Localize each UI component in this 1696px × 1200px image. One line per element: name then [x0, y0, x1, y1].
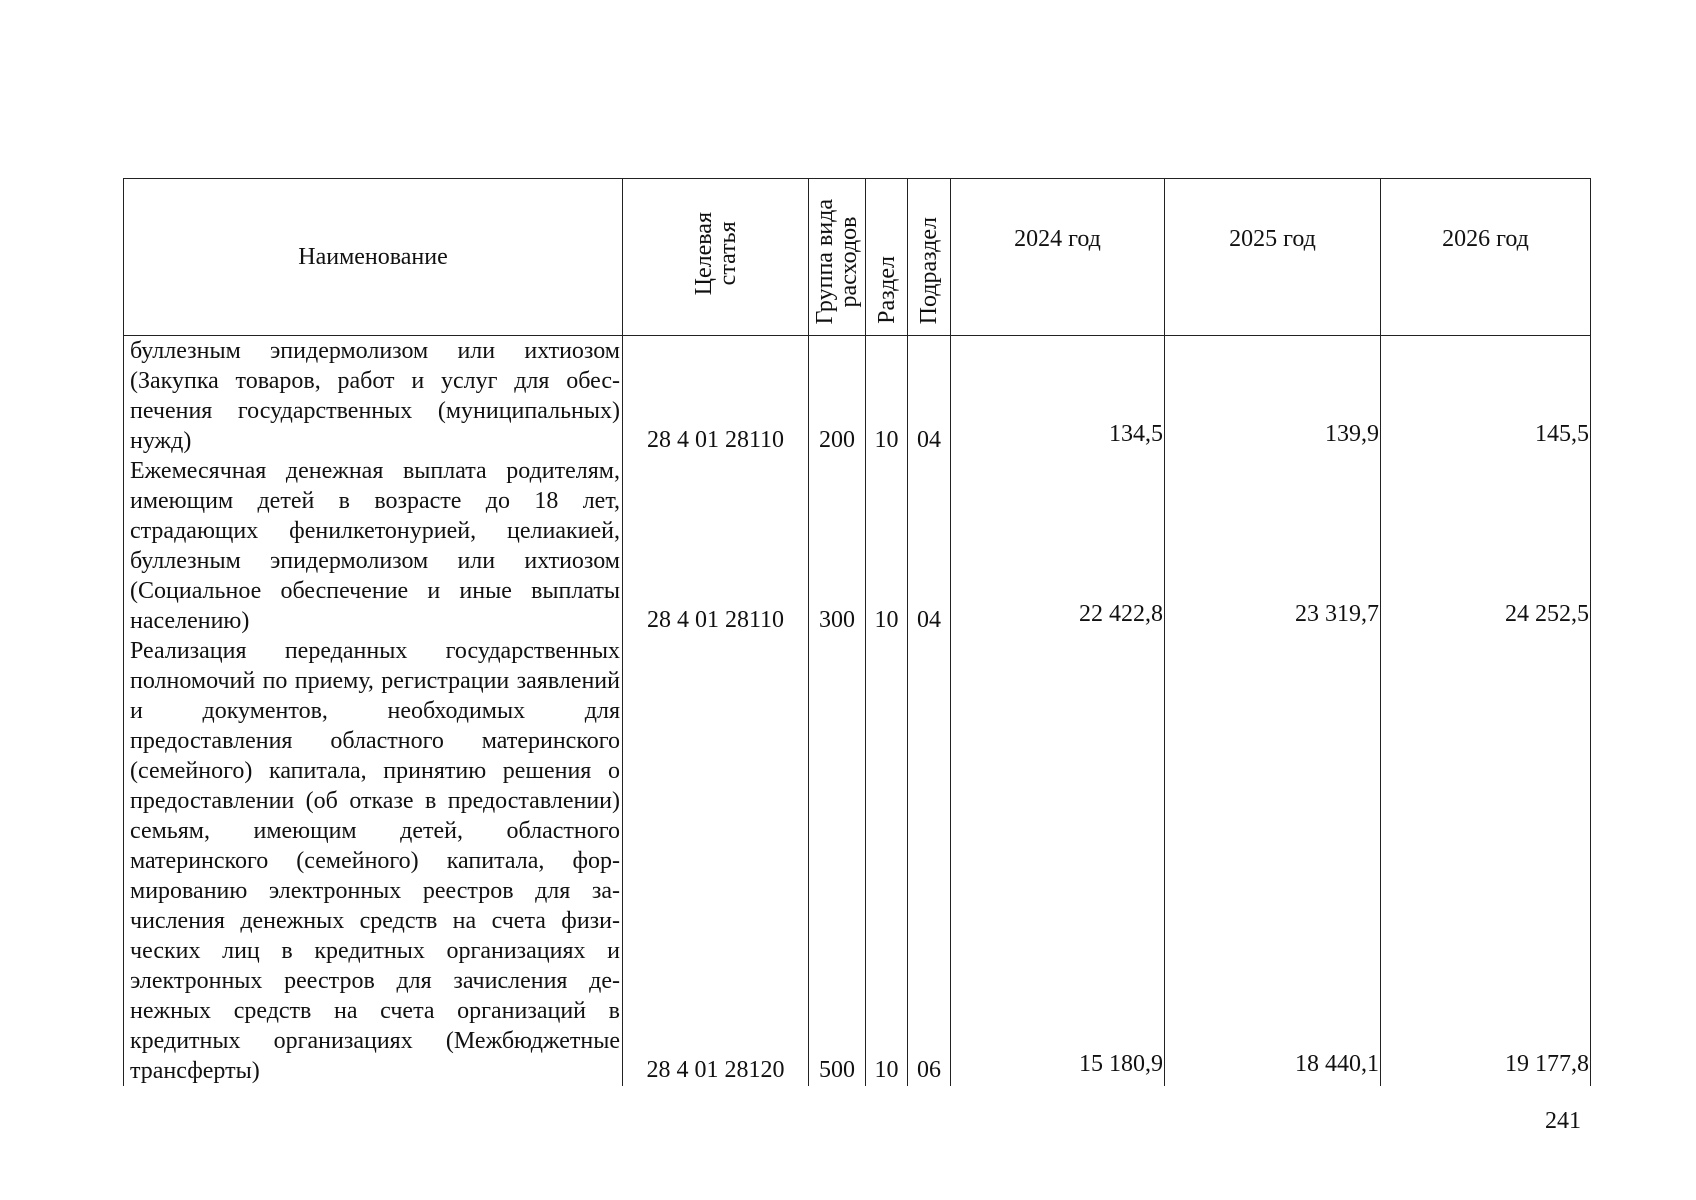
header-year-2024: 2024 год — [951, 179, 1165, 336]
row-target-article: 28 4 01 28120 — [623, 636, 809, 1086]
row-amount-2026: 145,5 — [1381, 336, 1591, 457]
row-amount-2024: 22 422,8 — [951, 456, 1165, 636]
table-row — [124, 636, 1591, 1086]
row-amount-2024: 15 180,9 — [951, 636, 1165, 1086]
header-expense-group: Группа вида расходов — [809, 179, 866, 336]
header-subsection: Подраздел — [908, 179, 951, 336]
row-name: буллезным эпидермолизом или ихтиозом (Закупка товаров, работ и услуг для обеспечения государственных (муниципальных) нужд) — [124, 336, 623, 457]
row-section: 10 — [866, 636, 908, 1086]
table-row — [124, 336, 1591, 457]
header-row — [124, 179, 1591, 336]
row-amount-2025: 23 319,7 — [1165, 456, 1381, 636]
row-subsection: 04 — [908, 336, 951, 457]
row-amount-2024: 134,5 — [951, 336, 1165, 457]
header-year-2025: 2025 год — [1165, 179, 1381, 336]
table-row — [124, 456, 1591, 636]
row-expense-group: 500 — [809, 636, 866, 1086]
row-name: Реализация переданных государственных полномочий по приему, регистрации заявлений и документов, необходимых для предоставления областного материнского (семейного) капитала, принятию решения о предоставлении (об отказе в предоставлении) семьям, имеющим детей, областного материнского (семейного) капитала, формированию электронных реестров для зачисления денежных средств на счета физических лиц в кредитных организациях и электронных реестров для зачисления денежных средств на счета организаций в кредитных организациях (Межбюджетные трансферты) — [124, 636, 623, 1086]
row-amount-2026: 24 252,5 — [1381, 456, 1591, 636]
header-name: Наименование — [124, 179, 623, 336]
row-expense-group: 200 — [809, 336, 866, 457]
row-section: 10 — [866, 336, 908, 457]
row-amount-2025: 18 440,1 — [1165, 636, 1381, 1086]
row-target-article: 28 4 01 28110 — [623, 336, 809, 457]
row-amount-2025: 139,9 — [1165, 336, 1381, 457]
header-year-2026: 2026 год — [1381, 179, 1591, 336]
row-subsection: 06 — [908, 636, 951, 1086]
row-target-article: 28 4 01 28110 — [623, 456, 809, 636]
row-subsection: 04 — [908, 456, 951, 636]
row-name: Ежемесячная денежная выплата родителям, имеющим детей в возрасте до 18 лет, страдающих фенилкетонурией, целиакией, буллезным эпидермолизом или ихтиозом (Социальное обеспечение и иные выплаты населению) — [124, 456, 623, 636]
row-amount-2026: 19 177,8 — [1381, 636, 1591, 1086]
header-target-article: Целевая статья — [623, 179, 809, 336]
page-number: 241 — [1545, 1108, 1581, 1134]
budget-table — [123, 178, 1591, 1086]
row-expense-group: 300 — [809, 456, 866, 636]
header-section: Раздел — [866, 179, 908, 336]
row-section: 10 — [866, 456, 908, 636]
